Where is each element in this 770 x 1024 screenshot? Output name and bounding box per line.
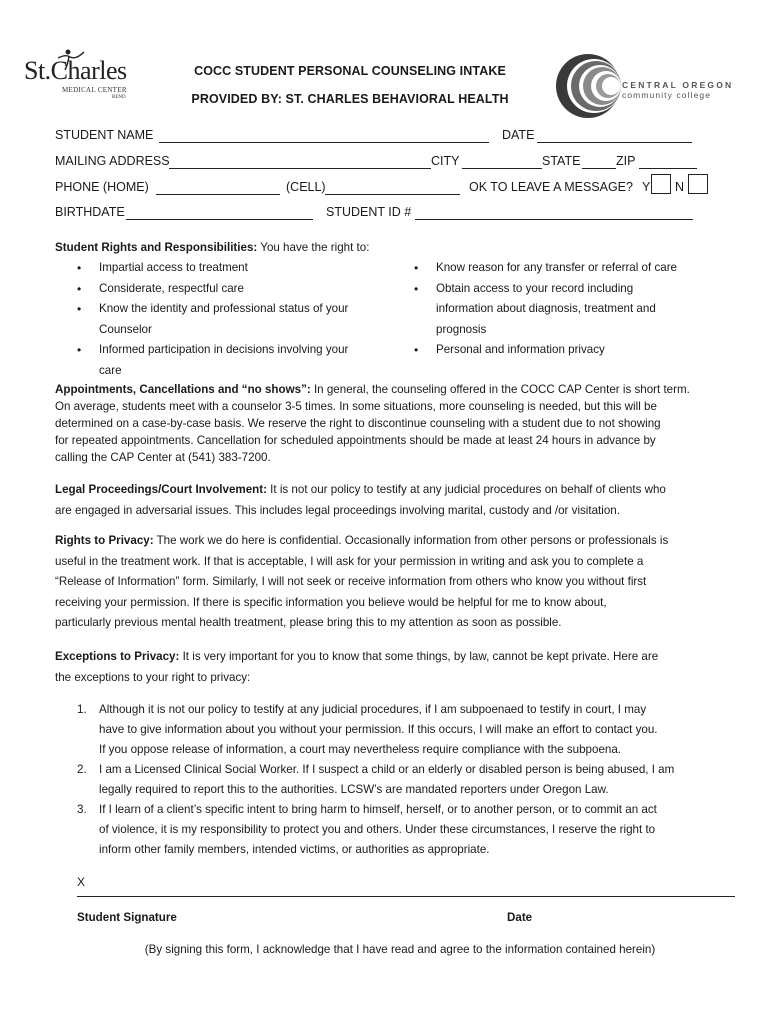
logo-subtext: MEDICAL CENTER bbox=[62, 86, 127, 94]
row-birth-id bbox=[55, 205, 735, 223]
signature-field[interactable] bbox=[77, 896, 735, 897]
title-line-2: PROVIDED BY: ST. CHARLES BEHAVIORAL HEALTH bbox=[191, 92, 509, 106]
signature-date-label: Date bbox=[507, 911, 533, 924]
appointments-text: determined on a case-by-case basis. We reserve the right to discontinue counseling with a student due to not showing bbox=[55, 417, 661, 430]
birthdate-label: BIRTHDATE bbox=[55, 205, 125, 219]
item-text: If I learn of a client’s specific intent to bring harm to himself, herself, or to another person, or to commit an act bbox=[99, 803, 657, 816]
list-item: • Personal and information privacy bbox=[414, 343, 605, 357]
exception-item-3 bbox=[77, 800, 737, 862]
item-text: of violence, it is my responsibility to protect you and others. Under these circumstances, I reserve the right to bbox=[99, 823, 656, 836]
title-line-1: COCC STUDENT PERSONAL COUNSELING INTAKE bbox=[194, 64, 506, 78]
signature-x-mark: X bbox=[77, 875, 86, 889]
legal-text: are engaged in adversarial issues. This includes legal proceedings involving marital, custody and /or visitation. bbox=[55, 503, 620, 517]
student-name-label: STUDENT NAME bbox=[55, 128, 154, 142]
item-number: 3. bbox=[77, 803, 87, 816]
zip-field[interactable] bbox=[639, 168, 697, 169]
exceptions-text: the exceptions to your right to privacy: bbox=[55, 670, 251, 684]
privacy-text: receiving your permission. If there is specific information you believe would be helpful for me to know about, bbox=[55, 595, 607, 609]
appointments-text: In general, the counseling offered in the COCC CAP Center is short term. bbox=[310, 383, 690, 396]
no-checkbox[interactable] bbox=[688, 174, 708, 194]
ok-message-label: OK TO LEAVE A MESSAGE? bbox=[469, 180, 633, 194]
item-text: legally required to report this to the authorities. LCSW’s are mandated reporters under Oregon Law. bbox=[99, 783, 609, 796]
rights-left-list bbox=[77, 258, 397, 382]
list-item-cont: prognosis bbox=[436, 322, 487, 336]
cell-field[interactable] bbox=[325, 194, 460, 195]
item-text: I am a Licensed Clinical Social Worker. If I suspect a child or an elderly or disabled person is being abused, I am bbox=[99, 763, 675, 776]
privacy-text: “Release of Information” form. Similarly, I will not seek or receive information from others who know you without first bbox=[55, 575, 647, 588]
legal-text: It is not our policy to testify at any judicial procedures on behalf of clients who bbox=[266, 483, 666, 496]
signature-label: Student Signature bbox=[77, 911, 177, 924]
state-label: STATE bbox=[542, 154, 581, 168]
rights-heading-line bbox=[55, 239, 735, 256]
item-text: Although it is not our policy to testify at any judicial procedures, if I am subpoenaed to testify in court, I may bbox=[99, 703, 647, 716]
privacy-text: The work we do here is confidential. Occasionally information from other persons or professionals is bbox=[153, 534, 669, 547]
list-item: • Obtain access to your record including bbox=[414, 281, 634, 296]
rights-heading: Student Rights and Responsibilities: bbox=[55, 241, 258, 254]
logo-text: St.Charles bbox=[24, 56, 127, 85]
item-text: If you oppose release of information, a court may nevertheless require compliance with the subpoena. bbox=[99, 743, 622, 756]
row-address bbox=[55, 154, 735, 172]
cocc-swirl-icon bbox=[552, 50, 622, 120]
date-label: DATE bbox=[502, 128, 535, 142]
list-item: • Know the identity and professional status of your bbox=[77, 302, 349, 316]
list-item-cont: information about diagnosis, treatment and bbox=[436, 302, 656, 315]
rights-right-list bbox=[414, 258, 734, 368]
yes-checkbox[interactable] bbox=[651, 174, 671, 194]
appointments-heading: Appointments, Cancellations and “no shows”: bbox=[55, 383, 311, 396]
item-text: inform other family members, intended victims, or authorities as appropriate. bbox=[99, 843, 490, 856]
no-label: N bbox=[675, 180, 685, 194]
item-number: 1. bbox=[77, 703, 87, 716]
list-item: • Know reason for any transfer or referral of care bbox=[414, 261, 678, 275]
phone-home-field[interactable] bbox=[156, 194, 280, 195]
row-phone bbox=[55, 180, 735, 198]
phone-home-label: PHONE (HOME) bbox=[55, 180, 149, 194]
item-text: have to give information about you without your permission. If this occurs, I will make an effort to contact you. bbox=[99, 723, 658, 736]
mailing-address-field[interactable] bbox=[169, 168, 431, 169]
cocc-subname: community college bbox=[622, 90, 712, 100]
appointments-section bbox=[55, 381, 735, 466]
appointments-text: for repeated appointments. Cancellation for scheduled appointments should be made at least 24 hours in advance by bbox=[55, 434, 656, 447]
exceptions-heading: Exceptions to Privacy: bbox=[55, 650, 180, 663]
cocc-logo bbox=[552, 50, 752, 120]
privacy-heading: Rights to Privacy: bbox=[55, 534, 154, 547]
st-charles-logo bbox=[22, 48, 132, 104]
list-item-cont: Counselor bbox=[99, 322, 152, 336]
list-item: • Informed participation in decisions involving your bbox=[77, 343, 349, 357]
cell-label: (CELL) bbox=[286, 180, 326, 194]
exception-item-1 bbox=[77, 700, 737, 762]
form-title bbox=[150, 57, 550, 113]
privacy-section bbox=[55, 531, 735, 634]
student-name-field[interactable] bbox=[159, 142, 489, 143]
legal-heading: Legal Proceedings/Court Involvement: bbox=[55, 483, 267, 496]
state-field[interactable] bbox=[582, 168, 616, 169]
yes-label: Y bbox=[642, 180, 651, 194]
logo-subtext-city: BEND bbox=[112, 95, 126, 100]
appointments-text: On average, students meet with a counselor 3-5 times. In some situations, more counseling is needed, but this will be bbox=[55, 400, 657, 413]
student-id-field[interactable] bbox=[415, 219, 693, 220]
legal-section bbox=[55, 480, 735, 521]
city-label: CITY bbox=[431, 154, 460, 168]
zip-label: ZIP bbox=[616, 154, 636, 168]
list-item: • Considerate, respectful care bbox=[77, 281, 244, 296]
rights-intro: You have the right to: bbox=[257, 241, 370, 254]
exceptions-section bbox=[55, 647, 735, 688]
row-name-date bbox=[55, 128, 735, 146]
cocc-name: CENTRAL OREGON bbox=[622, 80, 734, 90]
privacy-text: particularly previous mental health treatment, please bring this to my attention as soon as possible. bbox=[55, 616, 562, 629]
item-number: 2. bbox=[77, 763, 87, 776]
mailing-address-label: MAILING ADDRESS bbox=[55, 154, 170, 168]
date-field[interactable] bbox=[537, 142, 692, 143]
exception-item-2 bbox=[77, 760, 737, 802]
list-item-cont: care bbox=[99, 363, 122, 377]
student-id-label: STUDENT ID # bbox=[326, 205, 412, 219]
exceptions-text: It is very important for you to know that some things, by law, cannot be kept private. Here are bbox=[179, 650, 659, 663]
acknowledgement-text: (By signing this form, I acknowledge that I have read and agree to the information contained herein) bbox=[144, 943, 656, 956]
appointments-text: calling the CAP Center at (541) 383-7200. bbox=[55, 451, 271, 464]
birthdate-field[interactable] bbox=[126, 219, 313, 220]
city-field[interactable] bbox=[462, 168, 542, 169]
list-item: • Impartial access to treatment bbox=[77, 261, 248, 275]
privacy-text: useful in the treatment work. If that is acceptable, I will ask for your permission in writing and ask you to complete a bbox=[55, 554, 644, 568]
